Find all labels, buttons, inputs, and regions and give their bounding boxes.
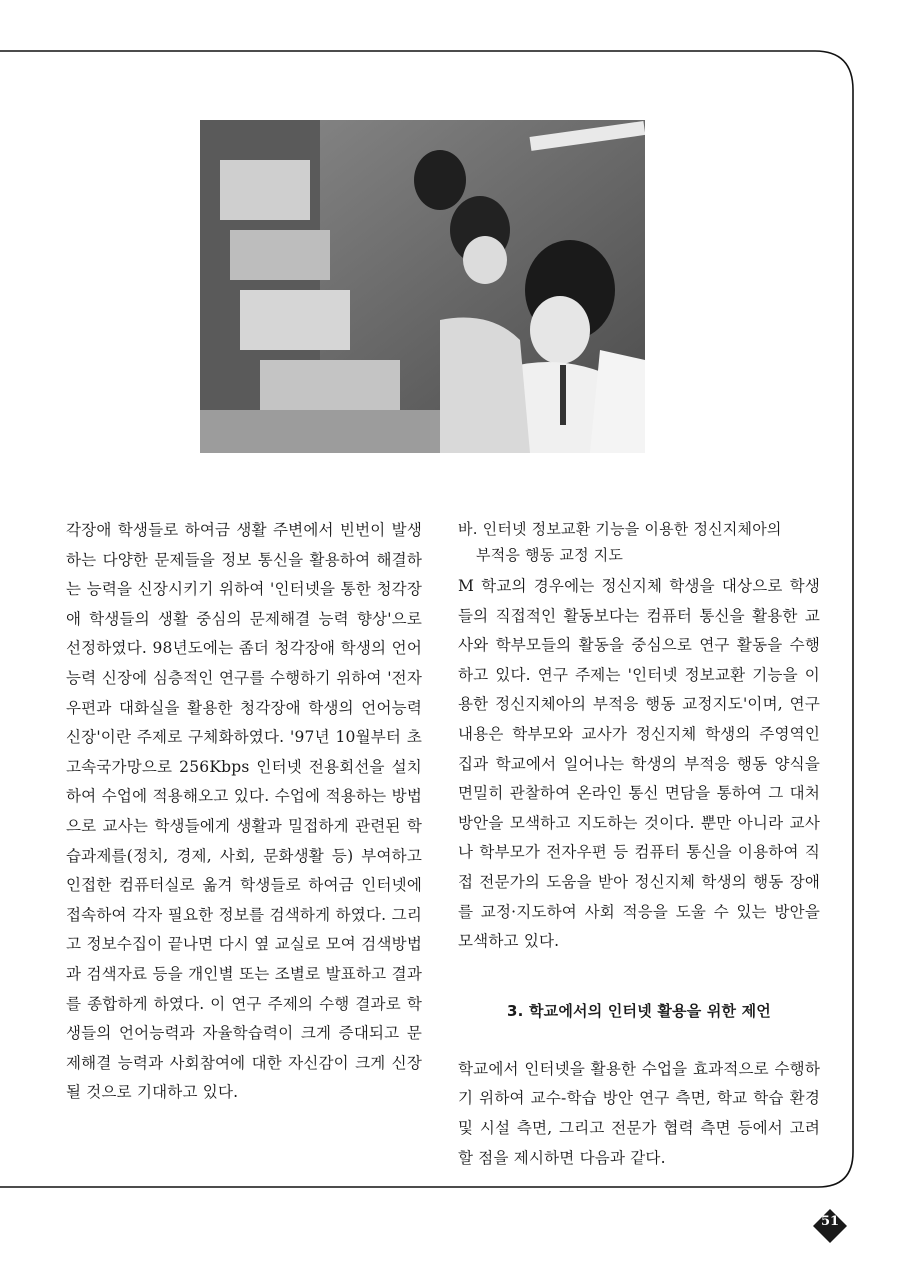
subsection-heading [458, 516, 820, 568]
section-heading: 3. 학교에서의 인터넷 활용을 위한 제언 [507, 1001, 771, 1020]
left-paragraph: 각장애 학생들로 하여금 생활 주변에서 빈번이 발생하는 다양한 문제들을 정보 통신을 활용하여 해결하는 능력을 신장시키기 위하여 '인터넷을 통한 청각장애 학생들의 생활 중심의 문제해결 능력 향상'으로 선정하였다. 98년도에는 좀더 청각장애 학생의 언어능력 신장에 심층적인 연구를 수행하기 위하여 '전자우편과 대화실을 활용한 청각장애 학생의 언어능력 신장'이란 주제로 구체화하였다. '97년 10월부터 초고속국가망으로 256Kbps 인터넷 전용회선을 설치하여 수업에 적용해오고 있다. 수업에 적용하는 방법으로 교사는 학생들에게 생활과 밀접하게 관련된 학습과제를(정치, 경제, 사회, 문화생활 등) 부여하고 인접한 컴퓨터실로 옮겨 학생들로 하여금 인터넷에 접속하여 각자 필요한 정보를 검색하게 하였다. 그리고 정보수집이 끝나면 다시 옆 교실로 모여 검색방법과 검색자료 등을 개인별 또는 조별로 발표하고 결과를 종합하게 하였다. 이 연구 주제의 수행 결과로 학생들의 언어능력과 자율학습력이 크게 증대되고 문제해결 능력과 사회참여에 대한 자신감이 크게 신장될 것으로 기대하고 있다. [66, 521, 422, 1102]
page-number: 51 [820, 1214, 840, 1229]
subsection-heading-line2: 부적응 행동 교정 지도 [476, 546, 624, 564]
subsection-heading-line1: 바. 인터넷 정보교환 기능을 이용한 정신지체아의 [458, 520, 782, 538]
right-column [458, 516, 820, 1173]
right-paragraph-1: M 학교의 경우에는 정신지체 학생을 대상으로 학생들의 직접적인 활동보다는 컴퓨터 통신을 활용한 교사와 학부모들의 활동을 중심으로 연구 활동을 수행하고 있다. 연구 주제는 '인터넷 정보교환 기능을 이용한 정신지체아의 부적응 행동 교정지도'이며, 연구 내용은 학부모와 교사가 정신지체 학생의 주영역인 집과 학교에서 일어나는 학생의 부적응 행동 양식을 면밀히 관찰하여 온라인 통신 면담을 통하여 그 대처방안을 모색하고 지도하는 것이다. 뿐만 아니라 교사나 학부모가 전자우편 등 컴퓨터 통신을 이용하여 직접 전문가의 도움을 받아 정신지체 학생의 행동 장애를 교정·지도하여 사회 적응을 도울 수 있는 방안을 모색하고 있다. [458, 577, 820, 951]
classroom-photo [200, 120, 645, 453]
right-paragraph-2: 학교에서 인터넷을 활용한 수업을 효과적으로 수행하기 위하여 교수-학습 방안 연구 측면, 학교 학습 환경 및 시설 측면, 그리고 전문가 협력 측면 등에서 고려할 점을 제시하면 다음과 같다. [458, 1059, 820, 1167]
left-column [66, 516, 422, 1108]
